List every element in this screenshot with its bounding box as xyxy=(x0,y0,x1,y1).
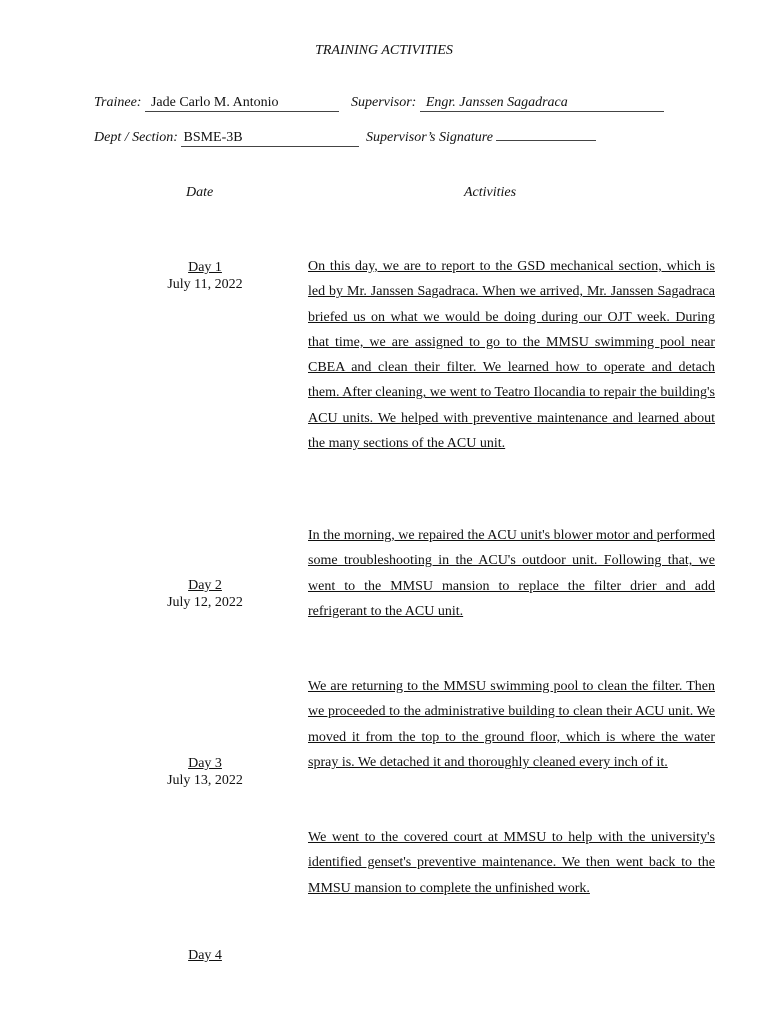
date-column-header: Date xyxy=(186,185,214,200)
activity-entry: In the morning, we repaired the ACU unit's blower motor and performed some troubleshooting in the ACU's outdoor unit. Following that, we went to the MMSU mansion to replace the filter drier and add refrigerant to the ACU unit. xyxy=(308,528,715,619)
day-cell xyxy=(140,577,270,611)
day-cell xyxy=(140,259,270,293)
day-date: July 13, 2022 xyxy=(167,773,243,788)
supervisor-row xyxy=(351,95,664,112)
supervisor-label: Supervisor: xyxy=(351,95,417,110)
day-label: Day 4 xyxy=(188,948,222,963)
trainee-row xyxy=(94,95,339,112)
activities-column-header: Activities xyxy=(464,185,517,200)
trainee-label: Trainee: xyxy=(94,95,142,110)
dept-label: Dept / Section: xyxy=(94,130,178,145)
day-label: Day 1 xyxy=(188,260,222,275)
activity-entry: We went to the covered court at MMSU to help with the university's identified genset's preventive maintenance. We then went back to the MMSU mansion to complete the unfinished work. xyxy=(308,830,715,896)
signature-line xyxy=(496,140,596,141)
day-cell xyxy=(140,947,270,964)
dept-row xyxy=(94,130,359,147)
day-label: Day 2 xyxy=(188,578,222,593)
day-label: Day 3 xyxy=(188,756,222,771)
signature-label: Supervisor’s Signature xyxy=(366,130,493,145)
page-title: TRAINING ACTIVITIES xyxy=(315,43,453,58)
activity-entry: On this day, we are to report to the GSD mechanical section, which is led by Mr. Janssen Sagadraca. When we arrived, Mr. Janssen Sagadraca briefed us on what we would be doing during our OJT week. During that time, we are assigned to go to the MMSU swimming pool near CBEA and clean their filter. We learned how to operate and detach them. After cleaning, we went to Teatro Ilocandia to repair the building's ACU units. We helped with preventive maintenance and learned about the many sections of the ACU unit. xyxy=(308,259,715,452)
activity-entry: We are returning to the MMSU swimming pool to clean the filter. Then we proceeded to the administrative building to clean their ACU unit. We moved it from the top to the ground floor, which is where the water spray is. We detached it and thoroughly cleaned every inch of it. xyxy=(308,679,715,770)
signature-row xyxy=(366,130,596,146)
supervisor-value: Engr. Janssen Sagadraca xyxy=(420,95,664,112)
day-date: July 12, 2022 xyxy=(167,595,243,610)
trainee-value: Jade Carlo M. Antonio xyxy=(145,95,339,112)
dept-value: BSME-3B xyxy=(181,130,359,147)
day-date: July 11, 2022 xyxy=(167,277,243,292)
day-cell xyxy=(140,755,270,789)
